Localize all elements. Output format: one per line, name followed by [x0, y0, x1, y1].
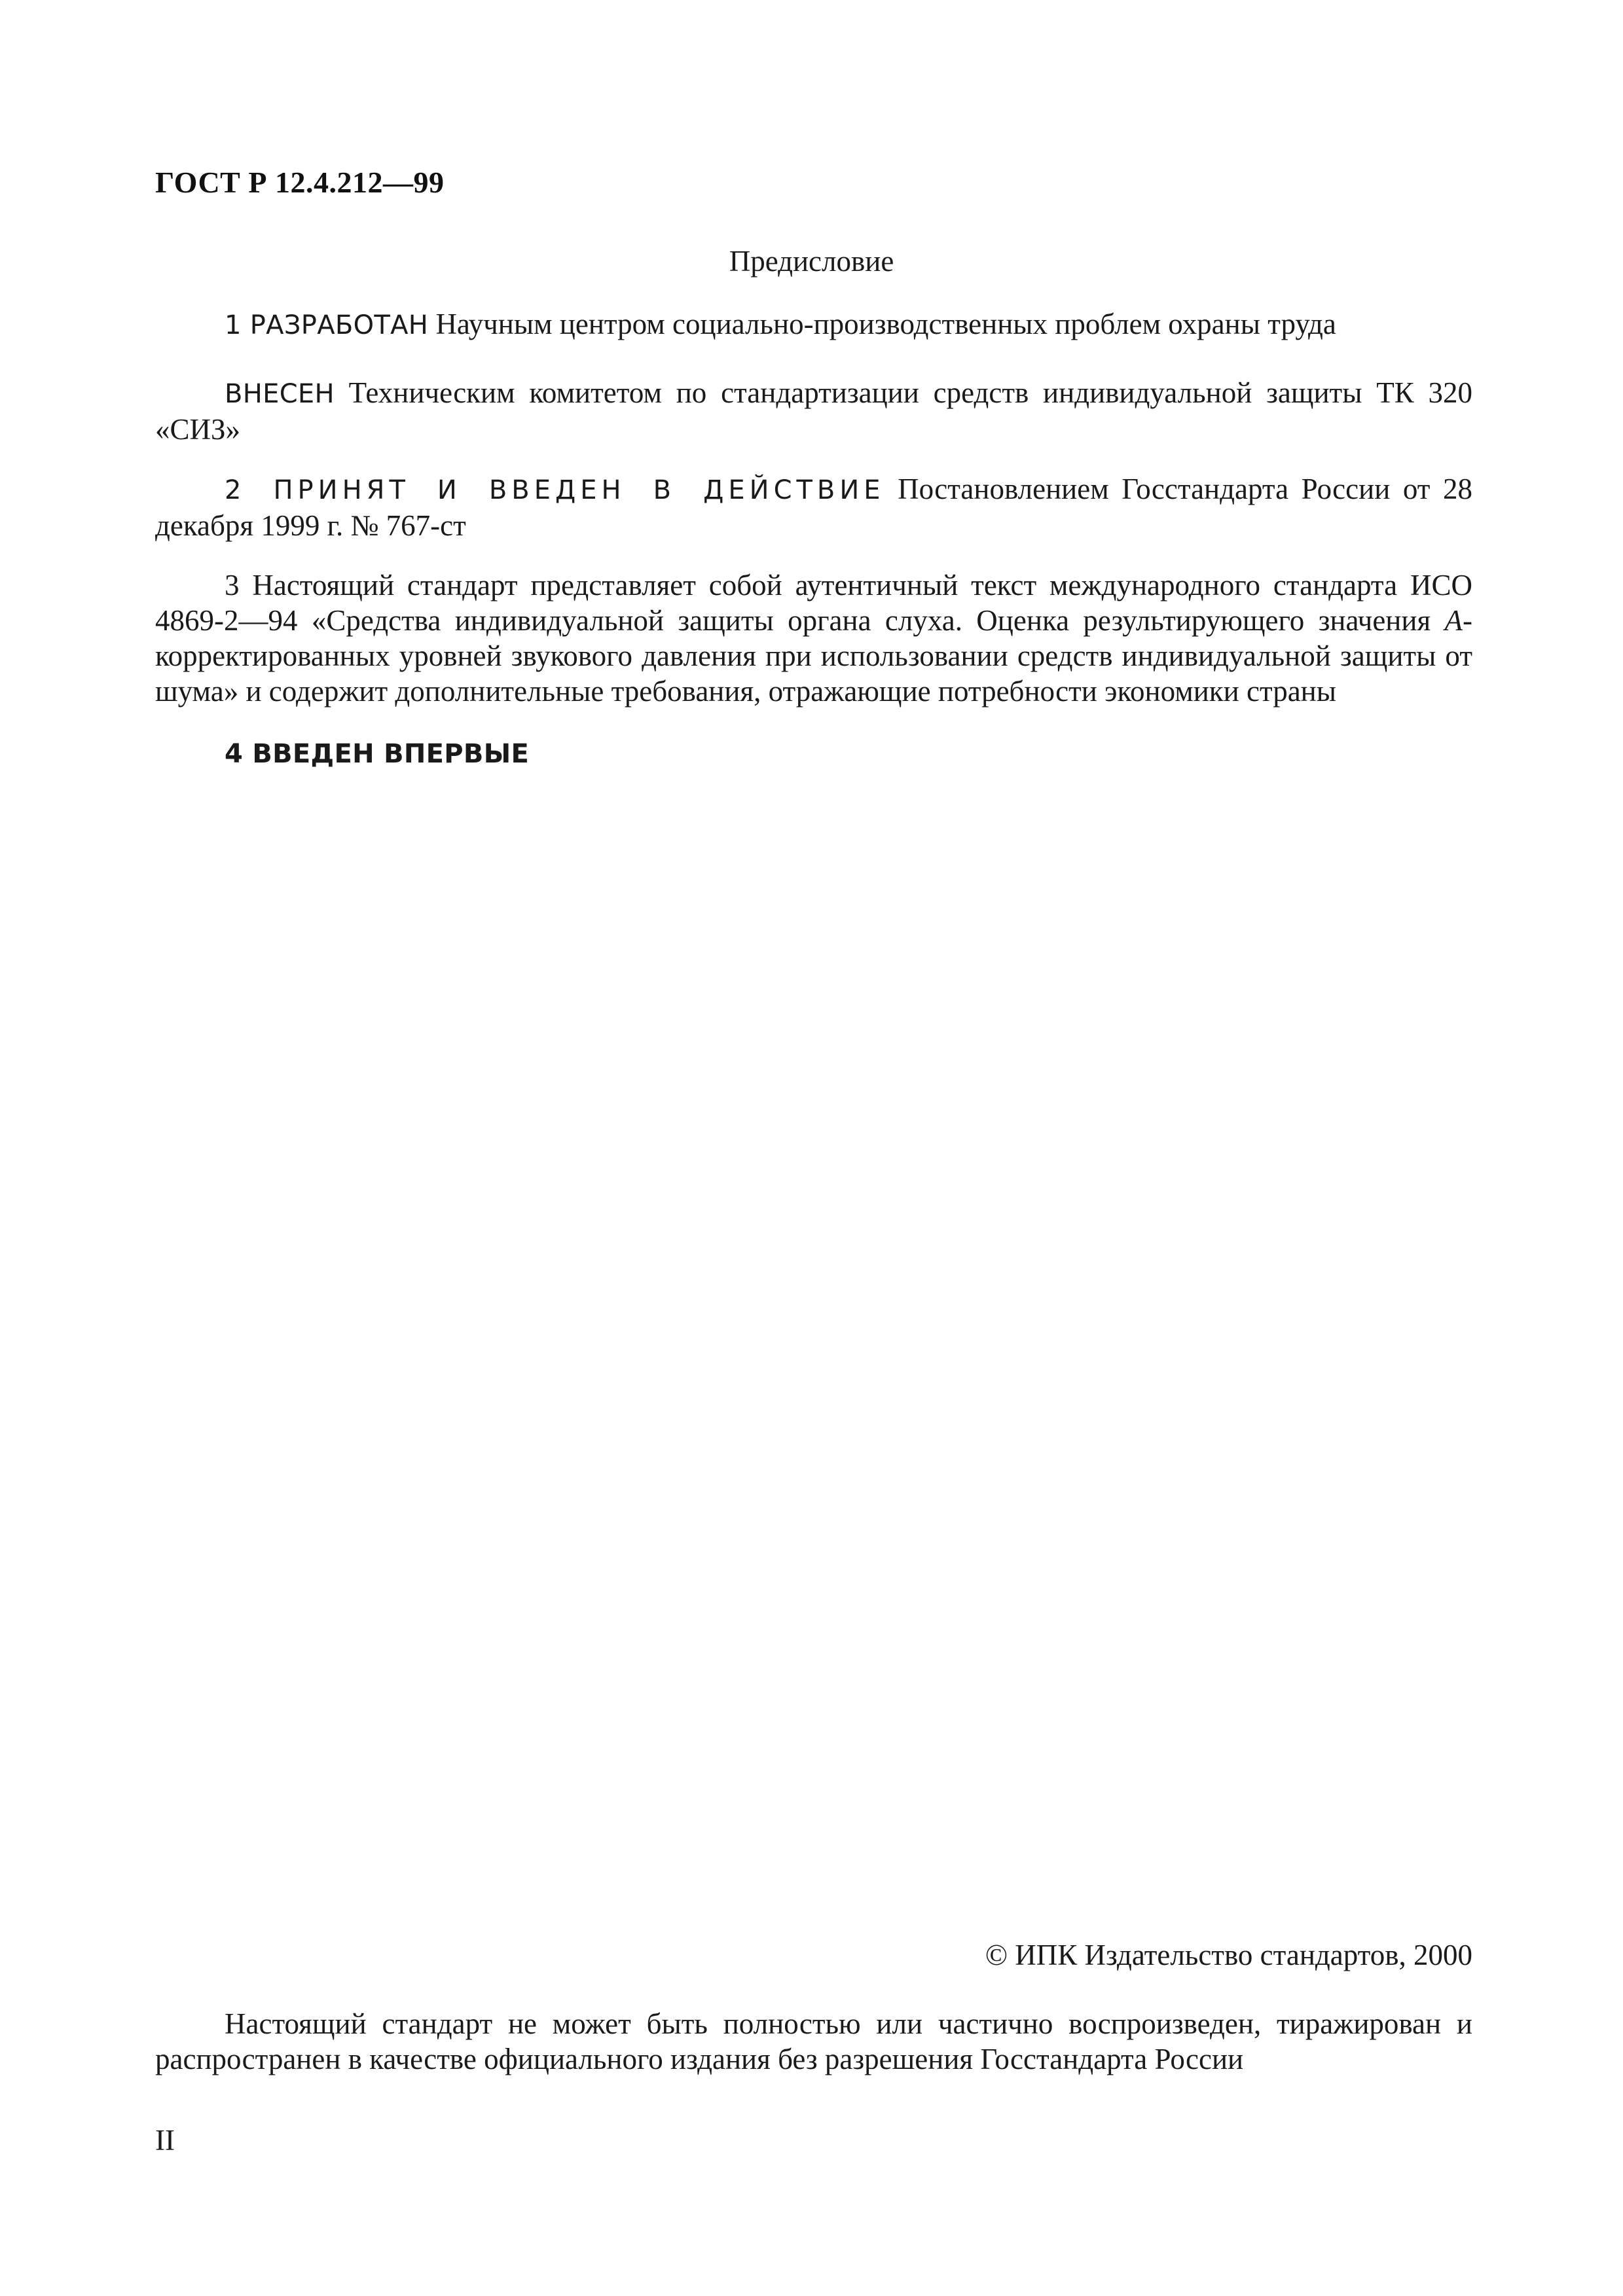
- paragraph-lead: 2 ПРИНЯТ И ВВЕДЕН В ДЕЙСТВИЕ: [225, 475, 885, 505]
- preface-title: Предисловие: [729, 245, 894, 278]
- paragraph-text: Научным центром социально-производственных проблем охраны труда: [428, 308, 1336, 340]
- paragraph-text: Техническим комитетом по стандартизации средств индивидуальной защиты ТК 320 «СИЗ»: [155, 376, 1472, 446]
- paragraph-lead: 1 РАЗРАБОТАН: [225, 310, 429, 340]
- paragraph-text: Постановлением Госстандарта России от 28 декабря 1999 г. № 767-ст: [155, 473, 1472, 542]
- reproduction-notice: Настоящий стандарт не может быть полностью или частично воспроизведен, тиражирован и распространен в качестве официального издания без разрешения Госстандарта России: [155, 2007, 1472, 2075]
- preface-paragraph-introduced: [155, 375, 1472, 447]
- paragraph-lead: ВНЕСЕН: [225, 379, 335, 409]
- preface-paragraph-developed: [155, 306, 1472, 343]
- copyright-line: © ИПК Издательство стандартов, 2000: [985, 1939, 1472, 1971]
- preface-paragraph-first-introduced: [155, 735, 1472, 772]
- document-code: ГОСТ Р 12.4.212—99: [155, 166, 445, 199]
- paragraph-text: 3 Настоящий стандарт представляет собой аутентичный текст международного стандарта ИСО 4869-2—94 «Средства индивидуальной защиты органа слуха. Оценка результирующего значения: [155, 569, 1472, 637]
- preface-paragraph-adopted: [155, 471, 1472, 543]
- paragraph-lead: 4 ВВЕДЕН ВПЕРВЫЕ: [225, 739, 530, 769]
- paragraph-text: -корректированных уровней звукового давления при использовании средств индивидуальной защиты от шума» и содержит дополнительные требования, отражающие потребности экономики страны: [155, 604, 1472, 708]
- preface-paragraph-standard-description: [155, 567, 1472, 709]
- page-number: II: [155, 2124, 175, 2157]
- paragraph-italic-letter: А: [1444, 604, 1463, 637]
